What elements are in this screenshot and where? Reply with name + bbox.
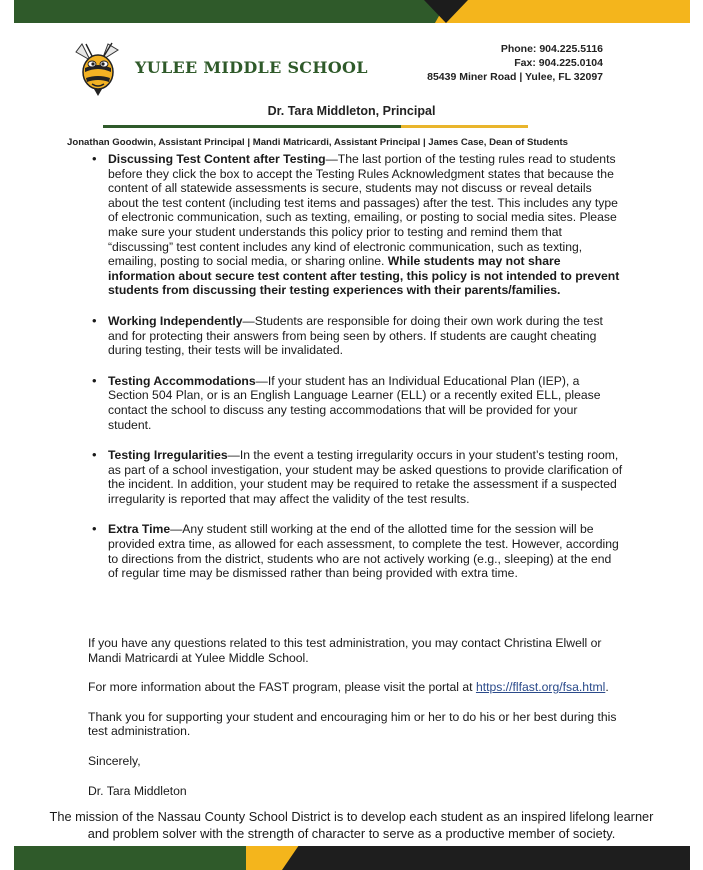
- fast-portal-link[interactable]: https://flfast.org/fsa.html: [475, 680, 606, 695]
- list-item: [92, 372, 623, 432]
- list-item: [92, 521, 623, 581]
- list-item: [92, 151, 623, 298]
- contact-info: [427, 42, 603, 84]
- bottom-banner-green: [14, 846, 246, 870]
- mission-line-1: The mission of the Nassau County School District is to develop each student as an inspired lifelong learner: [49, 809, 654, 824]
- list-item-title: Discussing Test Content after Testing: [108, 152, 326, 166]
- principal-name: Dr. Tara Middleton, Principal: [267, 104, 436, 118]
- list-item: [92, 312, 623, 358]
- bullet-icon: •: [92, 521, 97, 537]
- school-address: 85439 Miner Road | Yulee, FL 32097: [427, 71, 603, 83]
- list-item-title: Extra Time: [108, 522, 171, 537]
- list-item-text: —Students are responsible for doing their own work during the test and for protecting their answers from being seen by others. If students are caught cheating during testing, their tests will be invalidated.: [108, 313, 603, 358]
- fax-number: Fax: 904.225.0104: [514, 57, 603, 69]
- bottom-banner: [14, 846, 690, 870]
- list-item-text: —If your student has an Individual Educational Plan (IEP), a Section 504 Plan, or is an English Language Learner (ELL) or a recently exited ELL, please contact the school to discuss any testing accommodations that will be provided for your student.: [108, 373, 601, 432]
- bullet-icon: •: [92, 312, 97, 328]
- list-item-title: Working Independently: [108, 313, 243, 328]
- list-item-text: —In the event a testing irregularity occurs in your student’s testing room, as part of a school investigation, your student may be asked questions to provide clarification of the incident. In addition, your student may be required to retake the assessment if a suspected irregularity is reported that may affect the validity of the test results.: [108, 448, 623, 506]
- fast-paragraph: [88, 680, 628, 695]
- list-item-bold-text: While students may not share information about secure test content after testing, this policy is not intended to prevent students from discussing their testing experiences with their parents/families.: [108, 254, 620, 298]
- sincerely-line: Sincerely,: [88, 753, 141, 768]
- questions-paragraph: If you have any questions related to this test administration, you may contact Christina Elwell or Mandi Matricardi at Yulee Middle School.: [88, 636, 602, 665]
- signature-name: Dr. Tara Middleton: [88, 783, 187, 798]
- bullet-icon: •: [92, 447, 97, 463]
- header-divider: [103, 125, 528, 128]
- top-banner: [14, 0, 690, 23]
- thanks-paragraph: Thank you for supporting your student and encouraging him or her to do his or her best during this test administration.: [88, 709, 617, 739]
- policy-list: [92, 151, 623, 581]
- list-item-title: Testing Irregularities: [108, 448, 228, 463]
- list-item-text: —Any student still working at the end of the allotted time for the session will be provided extra time, as allowed for each assessment, to complete the test. However, according to directions from the district, students who are not actively working (e.g., sleeping) at the end of regular time may be dismissed rather than being provided with extra time.: [108, 522, 619, 581]
- closing-section: [88, 636, 628, 798]
- list-item: [92, 447, 623, 506]
- phone-number: Phone: 904.225.5116: [500, 43, 603, 55]
- fast-paragraph-text: For more information about the FAST program, please visit the portal at: [88, 680, 476, 695]
- staff-line: Jonathan Goodwin, Assistant Principal | Mandi Matricardi, Assistant Principal | James Case, Dean of Students: [67, 137, 568, 148]
- bottom-banner-dark: [282, 846, 690, 870]
- bullet-icon: •: [92, 151, 97, 166]
- bullet-icon: •: [92, 372, 97, 388]
- school-name: YULEE MIDDLE SCHOOL: [135, 58, 368, 77]
- yellow-jacket-mascot-icon: [68, 38, 128, 98]
- mission-line-2: and problem solver with the strength of character to serve as a productive member of society.: [87, 826, 616, 841]
- list-item-title: Testing Accommodations: [108, 373, 256, 388]
- list-item-text: —The last portion of the testing rules read to students before they click the box to accept the Testing Rules Acknowledgment states that because the content of all statewide assessments is secure, students may not discuss or reveal details about the test content (including test items and passages) after the test. This includes any type of electronic communication, such as texting, emailing, or posting to social media sites. Please make sure your student understands this policy prior to testing and remind them that “discussing” test content includes any kind of electronic communication, such as texting, emailing, posting to social media, or sharing online.: [108, 152, 618, 269]
- fast-paragraph-end: .: [605, 680, 609, 695]
- top-banner-green: [14, 0, 448, 23]
- mission-statement: [0, 808, 703, 842]
